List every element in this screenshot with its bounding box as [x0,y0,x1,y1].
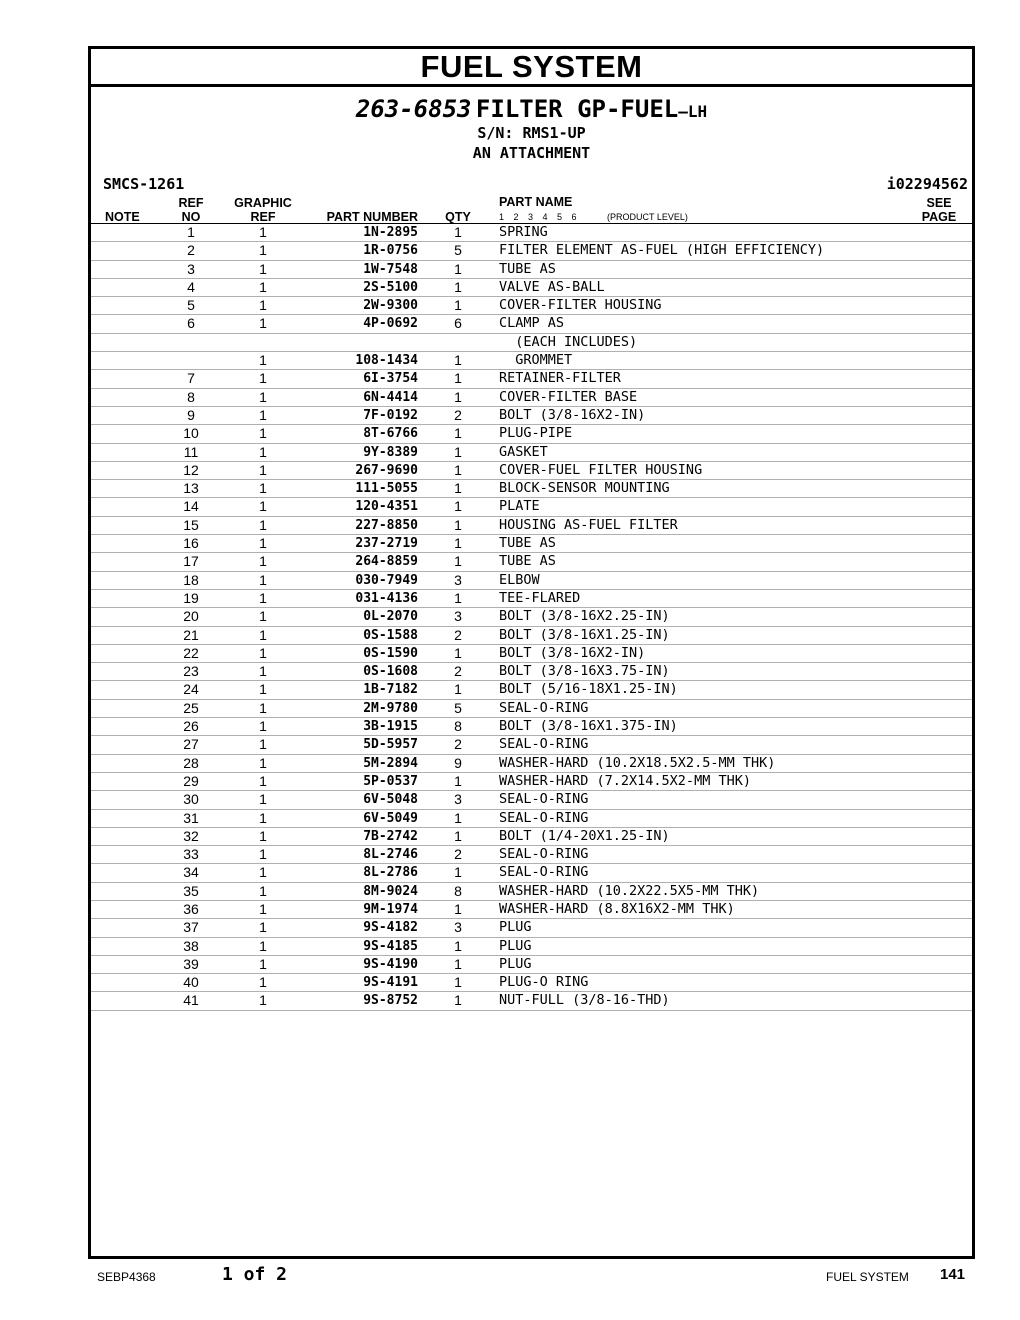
graphic-ref: 1 [259,827,267,844]
ref-no: 29 [183,772,199,789]
col-qty: QTY [445,210,471,224]
part-number: 5P-0537 [363,773,418,789]
part-name: BOLT (3/8-16X2.25-IN) [499,608,670,625]
part-number: 3B-1915 [363,719,418,735]
part-number: 030-7949 [355,572,418,588]
quantity: 2 [454,846,462,863]
part-name: SEAL-O-RING [499,736,589,753]
quantity: 6 [454,315,462,332]
table-row [91,773,972,791]
table-row [91,297,972,315]
part-name: GROMMET [499,352,573,369]
table-header [91,195,972,224]
part-name: PLUG [499,937,532,954]
table-row [91,389,972,407]
part-name: RETAINER-FILTER [499,370,621,387]
table-row [91,572,972,590]
ref-no: 4 [187,278,195,295]
table-row [91,444,972,462]
ref-no: 8 [187,388,195,405]
group-suffix: —LH [678,102,708,121]
quantity: 3 [454,571,462,588]
ref-no: 17 [183,553,199,570]
footer-page-number: 141 [940,1266,966,1283]
graphic-ref: 1 [259,974,267,991]
part-name: GASKET [499,443,548,460]
table-row [91,462,972,480]
part-name: TUBE AS [499,553,556,570]
part-name: CLAMP AS [499,315,565,332]
table-row [91,791,972,809]
part-name: PLUG [499,955,532,972]
graphic-ref: 1 [259,278,267,295]
footer-section: FUEL SYSTEM [826,1270,909,1284]
part-number: 0S-1590 [363,645,418,661]
graphic-ref: 1 [259,937,267,954]
table-row [91,919,972,937]
table-row [91,645,972,663]
ref-no: 41 [183,992,199,1009]
part-name: PLATE [499,498,540,515]
quantity: 1 [454,224,462,240]
part-number: 267-9690 [355,462,418,478]
ref-no: 31 [183,809,199,826]
ref-no: 10 [183,425,199,442]
part-name: BOLT (3/8-16X1.375-IN) [499,718,678,735]
quantity: 1 [454,535,462,552]
ref-no: 11 [183,443,199,460]
ref-no: 22 [183,644,199,661]
group-name: FILTER GP-FUEL [475,95,679,123]
quantity: 2 [454,626,462,643]
part-name: COVER-FILTER BASE [499,388,638,405]
ref-no: 37 [183,919,199,936]
part-name: TUBE AS [499,535,556,552]
quantity: 8 [454,718,462,735]
ref-no: 13 [183,480,199,497]
graphic-ref: 1 [259,297,267,314]
part-name: COVER-FILTER HOUSING [499,297,662,314]
ref-no: 15 [183,516,199,533]
table-row [91,810,972,828]
part-number: 6V-5049 [363,810,418,826]
table-row [91,956,972,974]
part-number: 6I-3754 [363,371,418,387]
ref-no: 33 [183,846,199,863]
table-row [91,315,972,333]
graphic-ref: 1 [259,425,267,442]
graphic-ref: 1 [259,626,267,643]
part-number: 0S-1588 [363,627,418,643]
quantity: 1 [454,992,462,1009]
part-number: 1W-7548 [363,261,418,277]
part-name: SEAL-O-RING [499,699,589,716]
ref-no: 24 [183,681,199,698]
part-number: 1B-7182 [363,682,418,698]
part-number: 5D-5957 [363,737,418,753]
quantity: 3 [454,791,462,808]
table-row [91,608,972,626]
quantity: 1 [454,516,462,533]
info-id: i02294562 [886,175,968,193]
table-row [91,352,972,370]
table-row [91,517,972,535]
ref-no: 34 [183,864,199,881]
part-number: 2W-9300 [363,298,418,314]
quantity: 1 [454,443,462,460]
table-row [91,370,972,388]
ref-no: 38 [183,937,199,954]
col-ref-bottom: NO [181,210,201,224]
table-row [91,974,972,992]
ref-no: 16 [183,535,199,552]
graphic-ref: 1 [259,644,267,661]
graphic-ref: 1 [259,242,267,259]
part-name: TEE-FLARED [499,589,581,606]
part-name: FILTER ELEMENT AS-FUEL (HIGH EFFICIENCY) [499,242,825,259]
ref-no: 23 [183,663,199,680]
part-name: BOLT (3/8-16X2-IN) [499,406,646,423]
graphic-ref: 1 [259,315,267,332]
part-name: BOLT (3/8-16X3.75-IN) [499,663,670,680]
graphic-ref: 1 [259,919,267,936]
part-number: 227-8850 [355,517,418,533]
graphic-ref: 1 [259,516,267,533]
part-number: 9M-1974 [363,901,418,917]
part-name: BOLT (3/8-16X2-IN) [499,644,646,661]
part-number: 5M-2894 [363,755,418,771]
part-name: PLUG-PIPE [499,425,573,442]
graphic-ref: 1 [259,571,267,588]
quantity: 2 [454,406,462,423]
table-row [91,279,972,297]
ref-no: 7 [187,370,195,387]
part-name: PLUG-O RING [499,974,589,991]
graphic-ref: 1 [259,718,267,735]
col-note: NOTE [105,210,140,224]
col-see-top: SEE [926,196,952,210]
ref-no: 26 [183,718,199,735]
part-number: 4P-0692 [363,316,418,332]
part-number: 108-1434 [355,353,418,369]
graphic-ref: 1 [259,736,267,753]
quantity: 1 [454,425,462,442]
col-part-number: PART NUMBER [326,210,418,224]
ref-no: 36 [183,900,199,917]
table-row [91,480,972,498]
part-number: 0S-1608 [363,664,418,680]
table-row [91,553,972,571]
ref-no: 3 [187,260,195,277]
quantity: 1 [454,900,462,917]
col-graphic-bottom: REF [250,210,276,224]
part-name: WASHER-HARD (10.2X18.5X2.5-MM THK) [499,754,776,771]
graphic-ref: 1 [259,352,267,369]
footer-doc-number: SEBP4368 [97,1270,156,1284]
part-number: 8T-6766 [363,426,418,442]
ref-no: 2 [187,242,195,259]
group-title [91,95,972,123]
graphic-ref: 1 [259,864,267,881]
part-number: 7F-0192 [363,407,418,423]
quantity: 5 [454,242,462,259]
part-name: SEAL-O-RING [499,846,589,863]
graphic-ref: 1 [259,900,267,917]
quantity: 2 [454,663,462,680]
ref-no: 9 [187,406,195,423]
table-row [91,736,972,754]
part-number: 120-4351 [355,499,418,515]
graphic-ref: 1 [259,224,267,240]
graphic-ref: 1 [259,663,267,680]
section-title: FUEL SYSTEM [420,49,643,84]
table-row [91,846,972,864]
ref-no: 21 [183,626,199,643]
part-name: BOLT (3/8-16X1.25-IN) [499,626,670,643]
col-product-levels: 1 2 3 4 5 6 [499,212,577,222]
graphic-ref: 1 [259,772,267,789]
ref-no: 1 [187,224,195,240]
table-row [91,627,972,645]
ref-no: 28 [183,754,199,771]
table-row [91,663,972,681]
quantity: 1 [454,937,462,954]
table-row [91,425,972,443]
graphic-ref: 1 [259,461,267,478]
table-row [91,334,972,352]
part-number: 2S-5100 [363,279,418,295]
part-name: WASHER-HARD (10.2X22.5X5-MM THK) [499,882,760,899]
part-number: 9Y-8389 [363,444,418,460]
table-row [91,938,972,956]
part-number: 8L-2786 [363,865,418,881]
quantity: 1 [454,297,462,314]
part-name: PLUG [499,919,532,936]
col-product-level-label: (PRODUCT LEVEL) [607,212,688,222]
quantity: 1 [454,644,462,661]
table-row [91,883,972,901]
ref-no: 40 [183,974,199,991]
part-name: COVER-FUEL FILTER HOUSING [499,461,703,478]
part-name: SPRING [499,224,548,240]
part-number: 0L-2070 [363,609,418,625]
part-name: NUT-FULL (3/8-16-THD) [499,992,670,1009]
graphic-ref: 1 [259,498,267,515]
part-number: 6N-4414 [363,389,418,405]
quantity: 9 [454,754,462,771]
id-line [91,173,972,195]
table-row [91,992,972,1010]
quantity: 1 [454,278,462,295]
quantity: 1 [454,809,462,826]
ref-no: 5 [187,297,195,314]
ref-no: 12 [183,461,199,478]
part-number: 9S-4182 [363,920,418,936]
table-row [91,407,972,425]
ref-no: 27 [183,736,199,753]
table-row [91,700,972,718]
table-row [91,242,972,260]
section-title-bar [91,49,972,87]
graphic-ref: 1 [259,791,267,808]
part-number: 9S-4185 [363,938,418,954]
part-number: 9S-4191 [363,975,418,991]
part-name: BOLT (1/4-20X1.25-IN) [499,827,670,844]
quantity: 1 [454,498,462,515]
footer-page-of: 1 of 2 [222,1264,288,1285]
quantity: 5 [454,699,462,716]
parts-table [91,224,972,1011]
ref-no: 39 [183,955,199,972]
graphic-ref: 1 [259,754,267,771]
quantity: 3 [454,919,462,936]
part-number: 264-8859 [355,554,418,570]
graphic-ref: 1 [259,589,267,606]
table-row [91,590,972,608]
quantity: 1 [454,388,462,405]
group-number: 263-6853 [355,95,472,123]
graphic-ref: 1 [259,443,267,460]
table-row [91,864,972,882]
part-number: 237-2719 [355,536,418,552]
part-name: (EACH INCLUDES) [499,333,638,350]
ref-no: 18 [183,571,199,588]
table-row [91,535,972,553]
part-number: 111-5055 [355,481,418,497]
graphic-ref: 1 [259,846,267,863]
graphic-ref: 1 [259,882,267,899]
part-number: 031-4136 [355,590,418,606]
part-name: SEAL-O-RING [499,864,589,881]
quantity: 1 [454,589,462,606]
part-number: 9S-8752 [363,993,418,1009]
quantity: 1 [454,352,462,369]
table-row [91,224,972,242]
quantity: 1 [454,370,462,387]
part-name: SEAL-O-RING [499,809,589,826]
quantity: 1 [454,827,462,844]
part-name: VALVE AS-BALL [499,278,605,295]
attachment-label: AN ATTACHMENT [472,144,591,162]
part-number: 2M-9780 [363,700,418,716]
graphic-ref: 1 [259,553,267,570]
graphic-ref: 1 [259,480,267,497]
graphic-ref: 1 [259,388,267,405]
table-row [91,828,972,846]
graphic-ref: 1 [259,809,267,826]
quantity: 3 [454,608,462,625]
part-name: TUBE AS [499,260,556,277]
graphic-ref: 1 [259,608,267,625]
part-number: 8M-9024 [363,883,418,899]
quantity: 1 [454,681,462,698]
quantity: 1 [454,955,462,972]
col-graphic-top: GRAPHIC [234,196,292,210]
quantity: 1 [454,480,462,497]
col-ref-top: REF [178,196,204,210]
quantity: 1 [454,553,462,570]
part-name: BLOCK-SENSOR MOUNTING [499,480,670,497]
ref-no: 25 [183,699,199,716]
ref-no: 30 [183,791,199,808]
part-name: WASHER-HARD (8.8X16X2-MM THK) [499,900,735,917]
part-number: 9S-4190 [363,956,418,972]
table-row [91,681,972,699]
graphic-ref: 1 [259,699,267,716]
ref-no: 6 [187,315,195,332]
graphic-ref: 1 [259,260,267,277]
quantity: 1 [454,864,462,881]
graphic-ref: 1 [259,992,267,1009]
ref-no: 20 [183,608,199,625]
ref-no: 14 [183,498,199,515]
page-footer [0,1262,1020,1292]
quantity: 1 [454,260,462,277]
serial-number: S/N: RMS1-UP [477,124,586,142]
part-number: 8L-2746 [363,847,418,863]
quantity: 2 [454,736,462,753]
graphic-ref: 1 [259,370,267,387]
table-row [91,261,972,279]
part-name: BOLT (5/16-18X1.25-IN) [499,681,678,698]
table-row [91,718,972,736]
ref-no: 32 [183,827,199,844]
quantity: 1 [454,772,462,789]
part-number: 6V-5048 [363,792,418,808]
quantity: 1 [454,461,462,478]
part-name: HOUSING AS-FUEL FILTER [499,516,678,533]
col-see-bottom: PAGE [921,210,957,224]
part-number: 1N-2895 [363,225,418,240]
parts-page-frame [88,46,975,1259]
part-name: SEAL-O-RING [499,791,589,808]
table-row [91,901,972,919]
quantity: 1 [454,974,462,991]
smcs-code: SMCS-1261 [103,175,185,193]
graphic-ref: 1 [259,681,267,698]
part-number: 1R-0756 [363,243,418,259]
quantity: 8 [454,882,462,899]
ref-no: 19 [183,589,199,606]
col-part-name: PART NAME [499,195,573,209]
graphic-ref: 1 [259,955,267,972]
graphic-ref: 1 [259,406,267,423]
part-name: WASHER-HARD (7.2X14.5X2-MM THK) [499,772,751,789]
graphic-ref: 1 [259,535,267,552]
table-row [91,755,972,773]
ref-no: 35 [183,882,199,899]
part-number: 7B-2742 [363,828,418,844]
table-row [91,498,972,516]
part-name: ELBOW [499,571,540,588]
